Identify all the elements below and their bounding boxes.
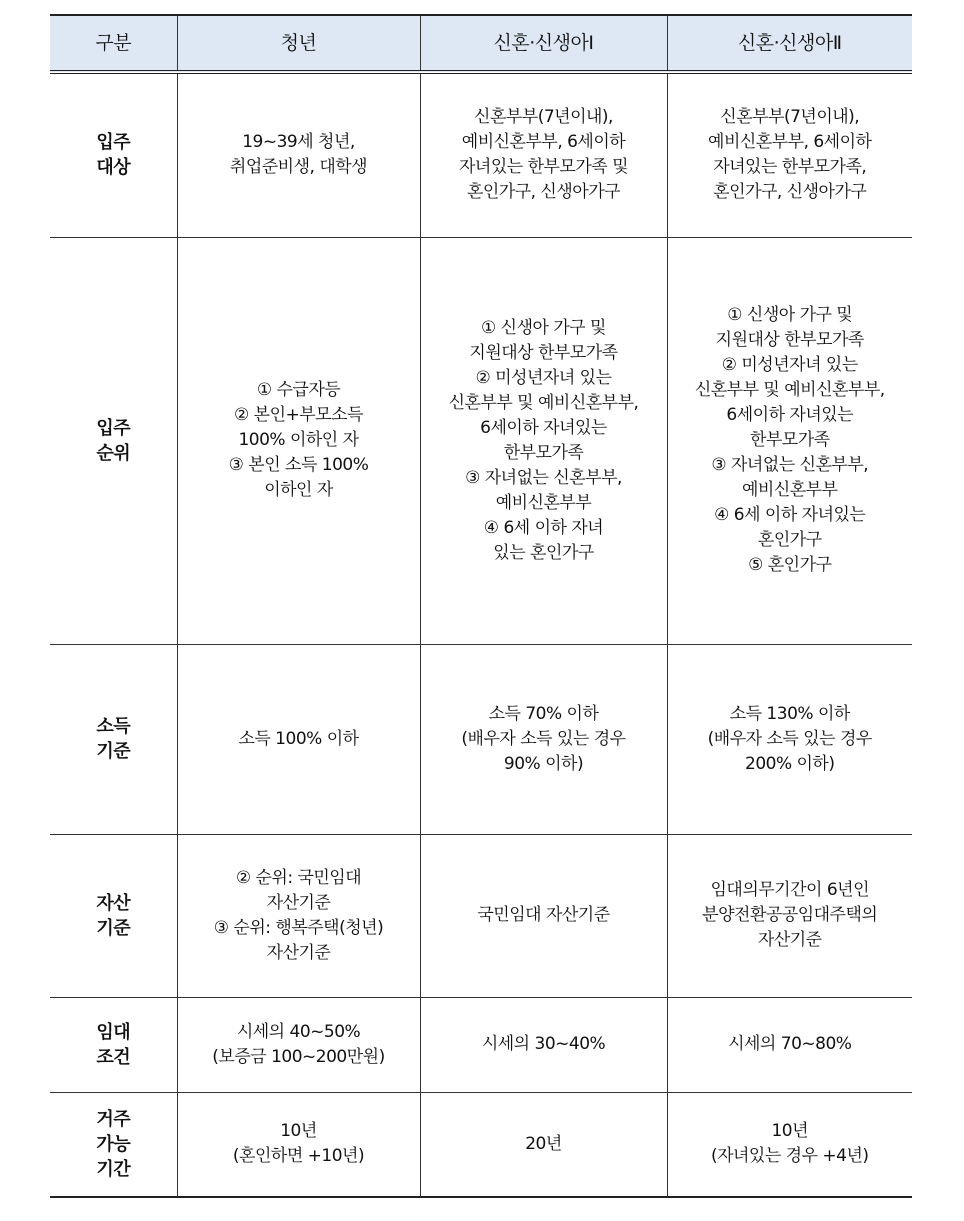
table-row	[50, 644, 912, 834]
table-cell: 소득 100% 이하	[177, 644, 420, 834]
row-label: 임대 조건	[50, 997, 177, 1092]
table-cell: 소득 130% 이하 (배우자 소득 있는 경우 200% 이하)	[667, 644, 912, 834]
table-row	[50, 237, 912, 644]
table-cell: 시세의 30~40%	[420, 997, 667, 1092]
header-row	[50, 15, 912, 72]
header-youth: 청년	[177, 15, 420, 72]
table-cell: 20년	[420, 1092, 667, 1197]
header-newlywed-1: 신혼·신생아Ⅰ	[420, 15, 667, 72]
table-cell: 임대의무기간이 6년인 분양전환공공임대주택의 자산기준	[667, 834, 912, 997]
table-cell: 19~39세 청년, 취업준비생, 대학생	[177, 72, 420, 237]
table-row	[50, 997, 912, 1092]
row-label: 거주 가능 기간	[50, 1092, 177, 1197]
table-row	[50, 72, 912, 237]
table-cell: 10년 (자녀있는 경우 +4년)	[667, 1092, 912, 1197]
table-cell: ① 신생아 가구 및 지원대상 한부모가족 ② 미성년자녀 있는 신혼부부 및 예비신혼부부, 6세이하 자녀있는 한부모가족 ③ 자녀없는 신혼부부, 예비신혼부부 ④ 6세 이하 자녀 있는 혼인가구	[420, 237, 667, 644]
row-label: 소득 기준	[50, 644, 177, 834]
table-cell: 국민임대 자산기준	[420, 834, 667, 997]
row-label: 자산 기준	[50, 834, 177, 997]
table-cell: ② 순위: 국민임대 자산기준 ③ 순위: 행복주택(청년) 자산기준	[177, 834, 420, 997]
table-row	[50, 1092, 912, 1197]
table-cell: 신혼부부(7년이내), 예비신혼부부, 6세이하 자녀있는 한부모가족, 혼인가구, 신생아가구	[667, 72, 912, 237]
table-cell: 시세의 70~80%	[667, 997, 912, 1092]
header-newlywed-2: 신혼·신생아Ⅱ	[667, 15, 912, 72]
table-cell: 시세의 40~50% (보증금 100~200만원)	[177, 997, 420, 1092]
row-label: 입주 대상	[50, 72, 177, 237]
table-cell: ① 신생아 가구 및 지원대상 한부모가족 ② 미성년자녀 있는 신혼부부 및 예비신혼부부, 6세이하 자녀있는 한부모가족 ③ 자녀없는 신혼부부, 예비신혼부부 ④ 6세 이하 자녀있는 혼인가구 ⑤ 혼인가구	[667, 237, 912, 644]
header-category: 구분	[50, 15, 177, 72]
table-cell: ① 수급자등 ② 본인+부모소득 100% 이하인 자 ③ 본인 소득 100% 이하인 자	[177, 237, 420, 644]
table-cell: 10년 (혼인하면 +10년)	[177, 1092, 420, 1197]
table-cell: 소득 70% 이하 (배우자 소득 있는 경우 90% 이하)	[420, 644, 667, 834]
row-label: 입주 순위	[50, 237, 177, 644]
housing-eligibility-table	[50, 14, 912, 1198]
table-cell: 신혼부부(7년이내), 예비신혼부부, 6세이하 자녀있는 한부모가족 및 혼인가구, 신생아가구	[420, 72, 667, 237]
table-row	[50, 834, 912, 997]
